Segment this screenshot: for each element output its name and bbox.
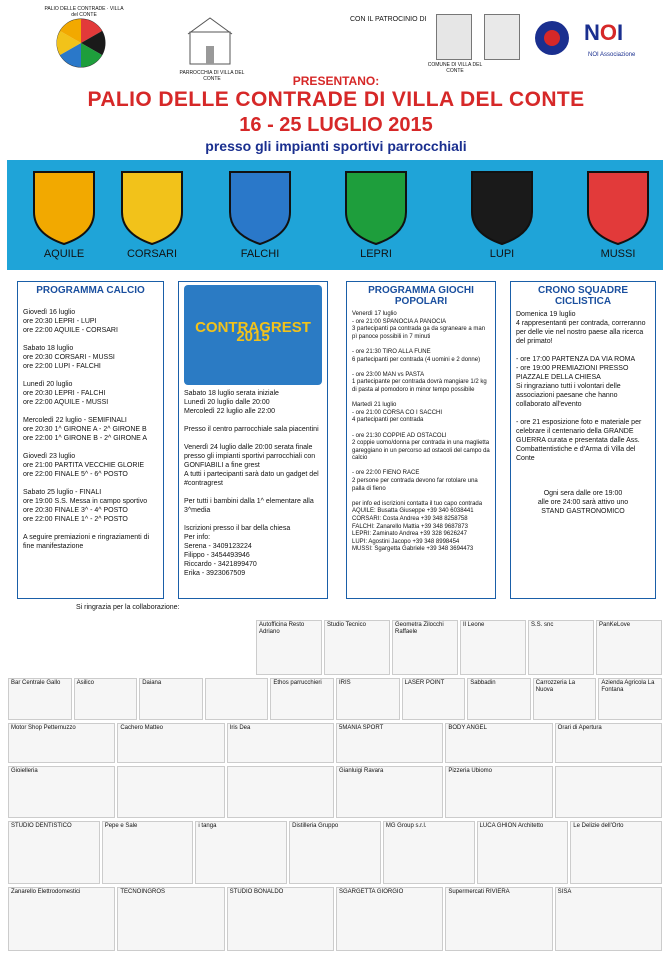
sponsor-ad: Daiana [139, 678, 203, 720]
contrada-label-aquile: AQUILE [43, 248, 85, 260]
sponsor-ad: Gianluigi Ravara [336, 766, 443, 818]
comune-label: COMUNE DI VILLA DEL CONTE [427, 62, 483, 74]
sponsor-ad: LASER POINT [402, 678, 466, 720]
sponsor-ad: Orari di Apertura [555, 723, 662, 763]
grest-body: Sabato 18 luglio serata iniziale Lunedì 20 luglio dalle 20:00 Mercoledì 22 luglio alle 22:00 Presso il centro parrocchiale sala piacentini Venerdì 24 luglio dalle 20:00 serata finale presso gli impianti sportivi parrocchiali con GONFIABILI a fine grest A tutti i partecipanti sarà dato un gadget del #contragrest Per tutti i bambini dalla 1^ elementare alla 3^media Iscrizioni presso il bar della chiesa Per info: Serena - 3409123224 Filippo - 3454493946 Riccardo - 3421899470 Erika - 3923067509 [184, 390, 319, 577]
calcio-title: PROGRAMMA CALCIO [36, 285, 145, 296]
sponsor-ad: SGARGETTA GIORGIO [336, 887, 443, 951]
province-crest-icon [484, 14, 520, 60]
church-icon [180, 12, 240, 70]
sponsor-ad [555, 766, 662, 818]
crono-title: CRONO SQUADRE CICLISTICA [537, 285, 628, 307]
sponsor-ad: Geometra Zilocchi Raffaele [392, 620, 458, 675]
shield-mussi-icon [584, 168, 652, 246]
contrada-label-falchi: FALCHI [240, 248, 280, 260]
parish-label: PARROCCHIA DI VILLA DEL CONTE [179, 70, 245, 82]
sponsor-ad: LUCA GHION Architetto [477, 821, 569, 884]
sponsor-ad [205, 678, 269, 720]
event-location: presso gli impianti sportivi parrocchiali [205, 138, 467, 154]
patronage-label: CON IL PATROCINIO DI [350, 16, 427, 23]
noi-logo: NOI [584, 20, 624, 45]
sponsor-ad: STUDIO BONALDO [227, 887, 334, 951]
giochi-title: PROGRAMMA GIOCHI POPOLARI [368, 285, 474, 307]
sponsor-ad: Bar Centrale Gallo [8, 678, 72, 720]
sponsor-ad: Distilleria Gruppo [289, 821, 381, 884]
sponsor-ad: IRIS [336, 678, 400, 720]
sponsor-ad: Asilico [74, 678, 138, 720]
noi-label: NOI Associazione [588, 52, 636, 58]
calcio-body: Giovedì 16 luglio ore 20:30 LEPRI - LUPI ore 22:00 AQUILE - CORSARI Sabato 18 luglio ore 20:30 CORSARI - MUSSI ore 22:00 LUPI - FALCHI Lunedì 20 luglio ore 20:30 LEPRI - FALCHI ore 22:00 AQUILE - MUSSI Mercoledì 22 luglio - SEMIFINALI ore 20:30 1^ GIRONE A - 2^ GIRONE B ore 22:00 1^ GIRONE B - 2^ GIRONE A Giovedì 23 luglio ore 21:00 PARTITA VECCHIE GLORIE ore 22:00 FINALE 5^ - 6^ POSTO Sabato 25 luglio - FINALI ore 19:00 S.S. Messa in campo sportivo ore 20:30 FINALE 3^ - 4^ POSTO ore 22:00 FINALE 1^ - 2^ POSTO A seguire premiazioni e ringraziamenti di fine manifestazione [23, 309, 150, 550]
sponsor-ad: Supermercati RIVIERA [445, 887, 552, 951]
sponsor-ad: Motor Shop Petternuzzo [8, 723, 115, 763]
sponsor-ad: Le Delizie dell'Orto [570, 821, 662, 884]
shield-aquile-icon [30, 168, 98, 246]
header [0, 0, 672, 160]
contrada-label-lepri: LEPRI [360, 248, 392, 260]
sponsor-ad: SISA [555, 887, 662, 951]
shield-falchi-icon [226, 168, 294, 246]
stand-gastronomico: Ogni sera dalle ore 19:00 alle ore 24:00 sarà attivo uno STAND GASTRONOMICO [537, 490, 629, 515]
sponsor-ad: TECNOINGROS [117, 887, 224, 951]
shield-lepri-icon [342, 168, 410, 246]
thanks-label: Si ringrazia per la collaborazione: [76, 604, 180, 611]
sponsor-ad: i tanga [195, 821, 287, 884]
page-title: PALIO DELLE CONTRADE DI VILLA DEL CONTE [87, 88, 585, 111]
event-dates: 16 - 25 LUGLIO 2015 [239, 114, 433, 136]
giochi-popolari [346, 281, 496, 599]
palio-logo-text: PALIO DELLE CONTRADE · VILLA del CONTE [44, 6, 124, 18]
region-logo-icon [532, 18, 572, 58]
sponsor-ad: Gioielleria [8, 766, 115, 818]
contrada-label-mussi: MUSSI [600, 248, 636, 260]
presentano: PRESENTANO: [292, 74, 380, 88]
contrada-label-lupi: LUPI [489, 248, 515, 260]
crono-body: Domenica 19 luglio 4 rappresentanti per contrada, correranno per delle vie nel nostro paese alla ricerca del primato! - ore 17:00 PARTENZA DA VIA ROMA - ore 19:00 PREMIAZIONI PRESSO PIAZZALE DELLA CHIESA Si ringraziano tutti i volontari delle associazioni paesane che hanno collaborato all'evento - ore 21 esposizione foto e materiale per celebrare il centenario della GRANDE GUERRA curata e presentata dalle Ass. Combattentistiche e d'Arma di Villa del Conte [516, 311, 646, 462]
sponsor-ad: S.S. snc [528, 620, 594, 675]
shield-lupi-icon [468, 168, 536, 246]
contragrest [178, 281, 328, 599]
palio-logo-icon [50, 12, 112, 74]
sponsor-ad: BODY ANGEL [445, 723, 552, 763]
sponsor-ad: Cachero Matteo [117, 723, 224, 763]
shield-corsari-icon [118, 168, 186, 246]
sponsor-ad: Zanarello Elettrodomestici [8, 887, 115, 951]
sponsor-ad: Carrozzeria La Nuova [533, 678, 597, 720]
contrade-band [7, 160, 663, 270]
sponsor-ad: Il Leone [460, 620, 526, 675]
sponsor-ad: Autofficina Resto Adriano [256, 620, 322, 675]
sponsor-ad: Studio Tecnico [324, 620, 390, 675]
comune-crest-icon [436, 14, 472, 60]
sponsor-ad: Iris Dea [227, 723, 334, 763]
sponsor-ad [117, 766, 224, 818]
sponsor-ad: Sabbadin [467, 678, 531, 720]
sponsor-ad: Ethos parrucchieri [270, 678, 334, 720]
sponsor-ad: PanKeLove [596, 620, 662, 675]
programma-calcio [17, 281, 164, 599]
sponsor-ad: 5MANIA SPORT [336, 723, 443, 763]
contrada-label-corsari: CORSARI [126, 248, 178, 260]
sponsor-ad [227, 766, 334, 818]
sponsor-ad: Pizzeria Ubiomo [445, 766, 552, 818]
contragrest-logo: CONTRAGREST 2015 [184, 285, 322, 385]
sponsor-ad: STUDIO DENTISTICO [8, 821, 100, 884]
sponsor-ad: Pepe e Sale [102, 821, 194, 884]
sponsor-ad: MG Group s.r.l. [383, 821, 475, 884]
sponsor-ad: Azienda Agricola La Fontana [598, 678, 662, 720]
giochi-body: Venerdì 17 luglio - ore 21:00 SPANOCIA A PANOCIA 3 partecipanti pa contrada ga da sgraneare a man pì panoce possibili in 7 minuti - ore 21:30 TIRO ALLA FUNE 6 partecipanti per contrada (4 uomini e 2 donne) - ore 23:00 MAN vs PASTA 1 partecipante per contrada dovrà mangiare 1/2 kg di pasta al pomodoro in minor tempo possibile Martedì 21 luglio - ore 21:00 CORSA CO I SACCHI 4 partecipanti per contrada - ore 21:30 COPPIE AD OSTACOLI 2 coppie uomo/donna per contrada in una maglietta gareggiano in un percorso ad ostacoli del campo da calcio - ore 22:00 FIENO RACE 2 persone per contrada devono far rotolare una palla di fieno per info ed iscrizioni contatta il tuo capo contrada AQUILE: Busatta Giuseppe +39 340 6038441 CORSARI: Costa Andrea +39 348 8258758 FALCHI: Zanarello Mattia +39 348 9687873 LEPRI: Zaminato Andrea +39 328 9626247 LUPI: Agostini Jacopo +39 348 8998454 MUSSI: Sgargetta Gabriele +39 348 3694473 [352, 311, 490, 553]
crono-squadre [510, 281, 656, 599]
